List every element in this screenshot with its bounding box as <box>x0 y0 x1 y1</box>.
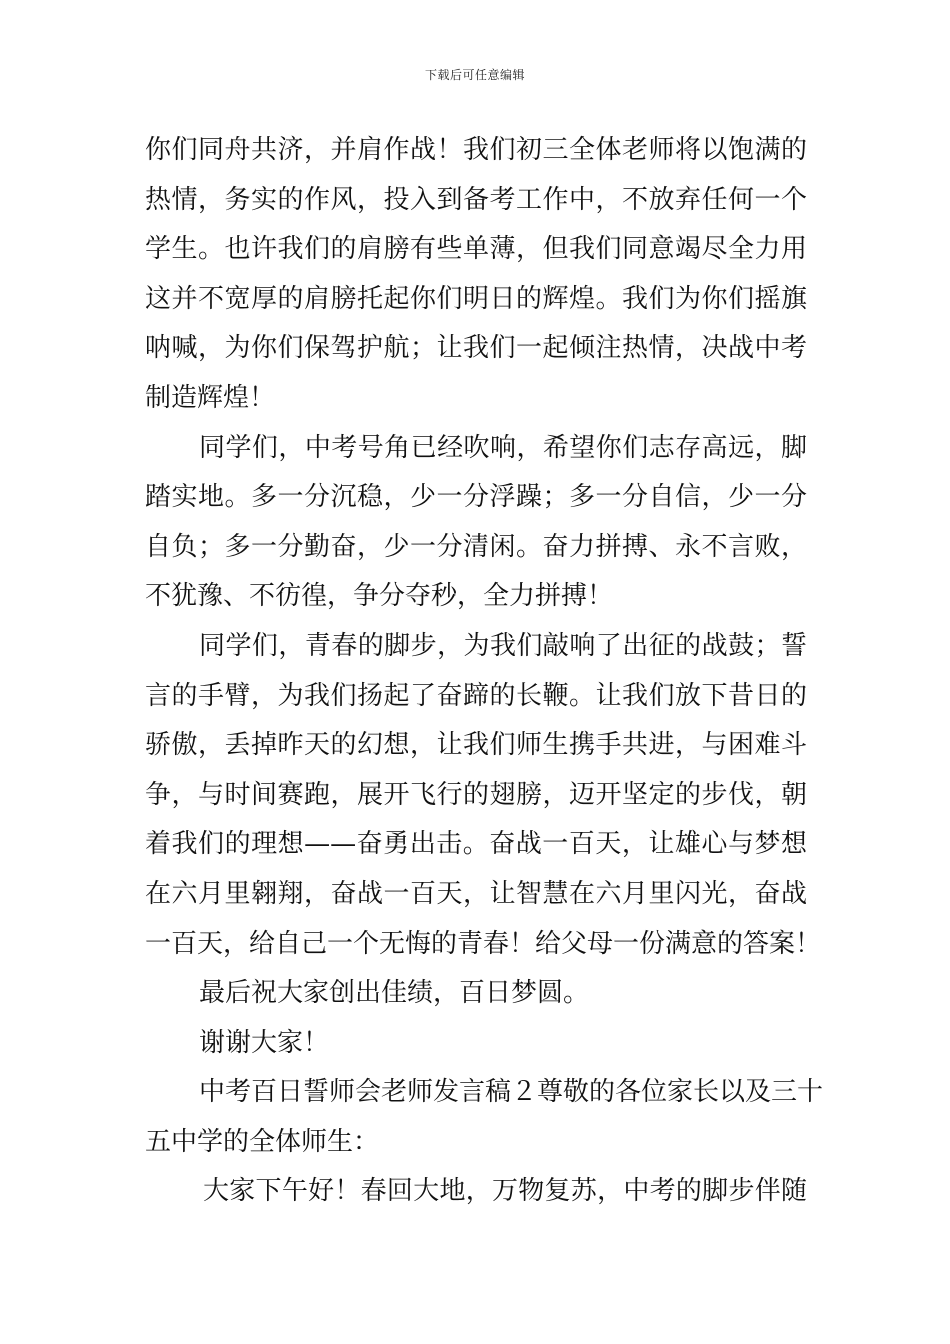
text-line: 争，与时间赛跑，展开飞行的翅膀，迈开坚定的步伐，朝 <box>145 779 807 810</box>
paragraph-first-line: 大家下午好！春回大地，万物复苏，中考的脚步伴随 <box>203 1176 807 1207</box>
text-line: 学生。也许我们的肩膀有些单薄，但我们同意竭尽全力用 <box>145 234 807 265</box>
document-body <box>145 126 824 1217</box>
text-line: 着我们的理想——奋勇出击。奋战一百天，让雄心与梦想 <box>145 829 807 860</box>
header-note: 下载后可任意编辑 <box>424 68 525 82</box>
text-line: 五中学的全体师生： <box>145 1126 380 1157</box>
text-line: 热情，务实的作风，投入到备考工作中，不放弃任何一个 <box>145 184 807 215</box>
next-speech-title-line: 中考百日誓师会老师发言稿２尊敬的各位家长以及三十 <box>199 1077 824 1108</box>
text-line: 这并不宽厚的肩膀托起你们明日的辉煌。我们为你们摇旗 <box>145 283 807 314</box>
text-line: 制造辉煌！ <box>145 382 276 413</box>
text-line: 骄傲，丢掉昨天的幻想，让我们师生携手共进，与困难斗 <box>145 730 807 761</box>
text-line: 呐喊，为你们保驾护航；让我们一起倾注热情，决战中考 <box>145 333 807 364</box>
text-line: 踏实地。多一分沉稳，少一分浮躁；多一分自信，少一分 <box>145 482 807 513</box>
closing-wish-line: 最后祝大家创出佳绩，百日梦圆。 <box>199 978 590 1009</box>
text-line: 言的手臂，为我们扬起了奋蹄的长鞭。让我们放下昔日的 <box>145 680 807 711</box>
text-line: 自负；多一分勤奋，少一分清闲。奋力拼搏、永不言败， <box>145 531 807 562</box>
paragraph-first-line: 同学们，中考号角已经吹响，希望你们志存高远，脚 <box>199 432 807 463</box>
text-line: 一百天，给自己一个无悔的青春！给父母一份满意的答案！ <box>145 928 822 959</box>
thanks-line: 谢谢大家！ <box>199 1027 330 1058</box>
text-line: 你们同舟共济，并肩作战！我们初三全体老师将以饱满的 <box>145 135 807 165</box>
text-line: 在六月里翱翔，奋战一百天，让智慧在六月里闪光，奋战 <box>145 878 807 909</box>
paragraph-first-line: 同学们，青春的脚步，为我们敲响了出征的战鼓；誓 <box>199 630 807 661</box>
text-line: 不犹豫、不彷徨，争分夺秒，全力拼搏！ <box>145 581 614 612</box>
